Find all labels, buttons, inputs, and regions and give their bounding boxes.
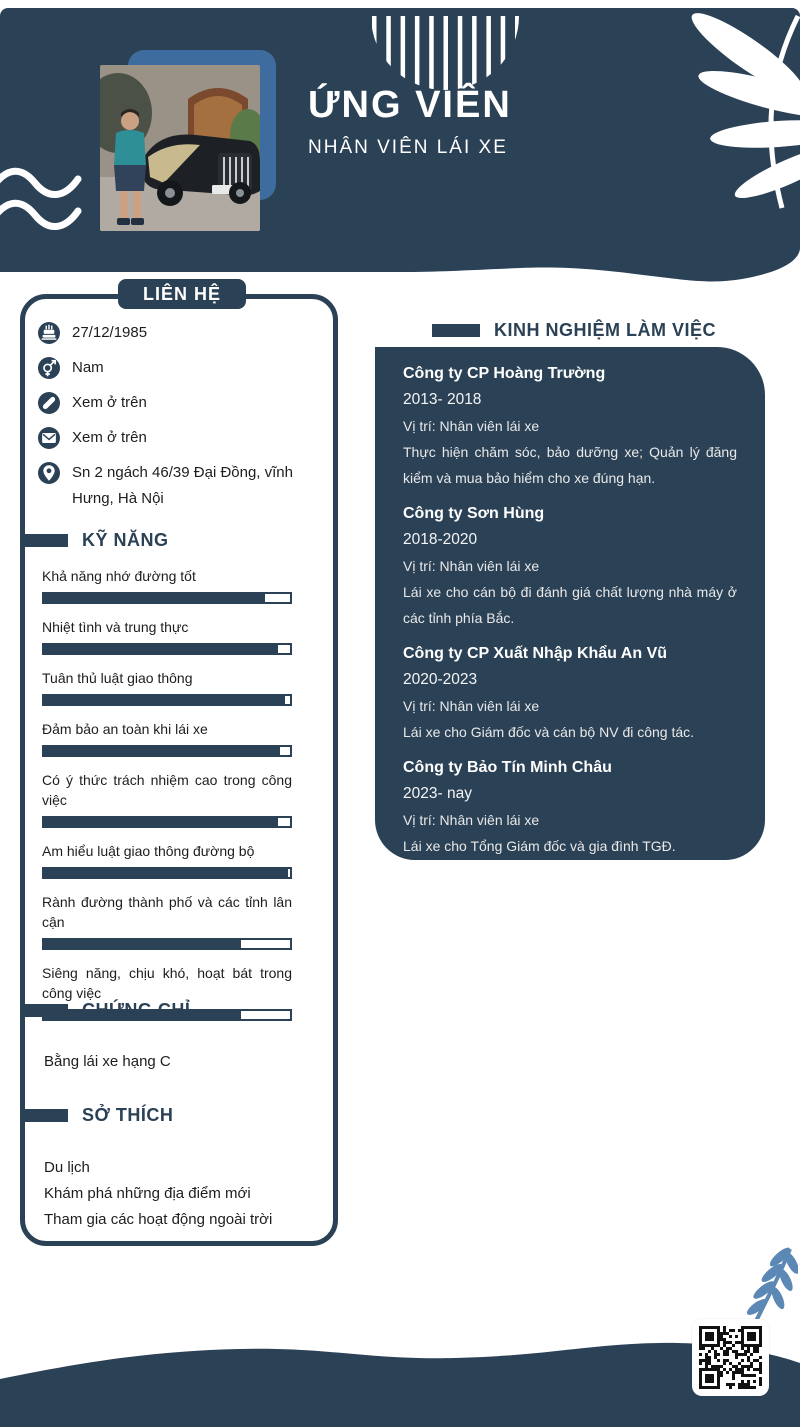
header-banner: [0, 8, 800, 240]
skill-label: Nhiệt tình và trung thực: [42, 619, 189, 635]
skill-label: Tuân thủ luật giao thông: [42, 670, 193, 686]
contact-row-address: [38, 460, 310, 512]
address-value: Sn 2 ngách 46/39 Đại Đồng, vĩnh Hưng, Hà Nội: [72, 464, 293, 507]
contact-list: [38, 320, 310, 521]
work-description: Lái xe cho cán bộ đi đánh giá chất lượng nhà máy ở các tỉnh phía Bắc.: [403, 584, 737, 626]
skill-bar: [42, 592, 292, 604]
work-description: Thực hiện chăm sóc, bảo dưỡng xe; Quản lý đăng kiểm và mua bảo hiểm cho xe đúng hạn.: [403, 444, 737, 486]
work-position: Vị trí: Nhân viên lái xe: [403, 558, 540, 574]
work-description: Lái xe cho Giám đốc và cán bộ NV đi công tác.: [403, 724, 695, 740]
heading-bar: [20, 534, 68, 547]
contact-row-birthday: [38, 320, 310, 346]
skill-item: [42, 719, 292, 757]
experience-entry: [403, 641, 737, 745]
company-name: Công ty CP Xuất Nhập Khẩu An Vũ: [403, 645, 668, 662]
company-name: Công ty Sơn Hùng: [403, 505, 545, 522]
work-position: Vị trí: Nhân viên lái xe: [403, 698, 540, 714]
skills-list: [42, 566, 292, 1034]
experience-entry: [403, 501, 737, 631]
skill-bar: [42, 867, 292, 879]
skill-label: Am hiểu luật giao thông đường bộ: [42, 843, 255, 859]
candidate-photo: [100, 65, 260, 231]
work-period: 2020-2023: [403, 671, 478, 688]
contact-row-phone: [38, 390, 310, 416]
skill-item: [42, 892, 292, 950]
skill-item: [42, 617, 292, 655]
skill-label: Rành đường thành phố và các tỉnh lân cận: [42, 894, 292, 930]
hobby-item: Du lịch: [44, 1159, 90, 1176]
work-period: 2018-2020: [403, 531, 478, 548]
skill-bar: [42, 694, 292, 706]
skill-bar: [42, 938, 292, 950]
fan-lines-decoration: [370, 16, 520, 94]
company-name: Công ty Bảo Tín Minh Châu: [403, 759, 612, 776]
skills-heading-label: KỸ NĂNG: [82, 530, 169, 550]
email-icon: [38, 427, 60, 449]
skill-label: Đảm bảo an toàn khi lái xe: [42, 721, 208, 737]
hobby-item: Khám phá những địa điểm mới: [44, 1185, 251, 1202]
skill-item: [42, 566, 292, 604]
header-wave-shape: [0, 239, 800, 285]
experience-heading-label: KINH NGHIỆM LÀM VIỆC: [494, 320, 717, 340]
skill-item: [42, 668, 292, 706]
experience-entry: [403, 755, 737, 859]
experience-heading: [432, 320, 716, 341]
email-value: Xem ở trên: [72, 429, 147, 446]
work-description: Lái xe cho Tổng Giám đốc và gia đình TGĐ.: [403, 838, 676, 854]
skills-heading: [20, 530, 169, 551]
birthday-icon: [38, 322, 60, 344]
footer-wave-shape: [0, 1337, 800, 1427]
contact-row-gender: [38, 355, 310, 381]
certificates-heading-label: CHỨNG CHỈ: [82, 1000, 191, 1020]
skill-item: [42, 770, 292, 828]
skill-label: Có ý thức trách nhiệm cao trong công việc: [42, 772, 292, 808]
hobbies-heading: [20, 1105, 173, 1126]
skill-item: [42, 841, 292, 879]
hobby-item: Tham gia các hoạt động ngoài trời: [44, 1211, 273, 1228]
heading-bar: [20, 1004, 68, 1017]
work-position: Vị trí: Nhân viên lái xe: [403, 418, 540, 434]
birthday-value: 27/12/1985: [72, 324, 148, 341]
location-icon: [38, 462, 60, 484]
qr-code: [692, 1319, 769, 1396]
heading-bar: [432, 324, 480, 337]
gender-value: Nam: [72, 359, 104, 376]
work-position: Vị trí: Nhân viên lái xe: [403, 812, 540, 828]
phone-value: Xem ở trên: [72, 394, 147, 411]
certificate-item: Bằng lái xe hạng C: [44, 1053, 171, 1070]
skill-bar: [42, 643, 292, 655]
skill-bar: [42, 816, 292, 828]
palm-leaf-icon: [630, 12, 800, 212]
company-name: Công ty CP Hoàng Trường: [403, 365, 606, 382]
contact-heading: LIÊN HỆ: [118, 279, 246, 309]
gender-icon: [38, 357, 60, 379]
skill-bar: [42, 745, 292, 757]
page-subtitle: NHÂN VIÊN LÁI XE: [308, 137, 508, 158]
hobby-list: [44, 1155, 272, 1233]
phone-icon: [38, 392, 60, 414]
hobbies-heading-label: SỞ THÍCH: [82, 1105, 174, 1125]
work-period: 2013- 2018: [403, 391, 482, 408]
skill-label: Khả năng nhớ đường tốt: [42, 568, 196, 584]
contact-row-email: [38, 425, 310, 451]
page-title: ỨNG VIÊN: [308, 84, 512, 126]
experience-panel: [375, 347, 765, 860]
experience-entry: [403, 361, 737, 491]
wavy-lines-icon: [0, 163, 95, 233]
heading-bar: [20, 1109, 68, 1122]
work-period: 2023- nay: [403, 785, 472, 802]
certificates-heading: [20, 1000, 190, 1021]
skill-label: Siêng năng, chịu khó, hoạt bát trong công việc: [42, 965, 292, 1001]
